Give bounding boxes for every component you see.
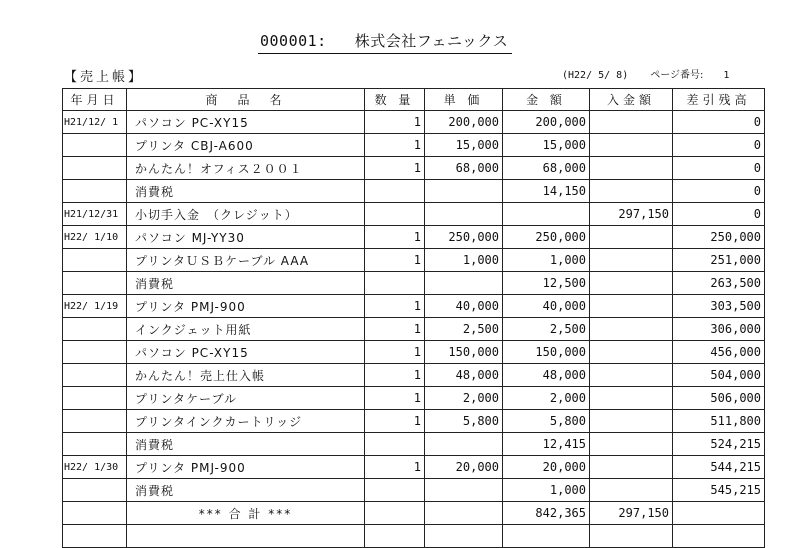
amount-cell: 68,000 <box>503 157 590 180</box>
ledger-label: 【売上帳】 <box>64 70 145 85</box>
item-cell: プリンタＵＳＢケーブル AAA <box>127 249 365 272</box>
empty-cell <box>673 525 765 548</box>
page-number: 1 <box>723 70 730 81</box>
date-cell <box>63 387 127 410</box>
price-cell <box>425 180 503 203</box>
col-amount-header: 金 額 <box>503 89 590 111</box>
table-row <box>63 456 765 479</box>
balance-cell: 0 <box>673 157 765 180</box>
balance-cell: 456,000 <box>673 341 765 364</box>
payment-cell <box>590 295 673 318</box>
date-cell <box>63 410 127 433</box>
empty-cell <box>425 525 503 548</box>
date-cell: H22/ 1/19 <box>63 295 127 318</box>
item-cell: パソコン PC-XY15 <box>127 111 365 134</box>
date-cell <box>63 180 127 203</box>
date-cell <box>63 272 127 295</box>
date-cell <box>63 318 127 341</box>
total-row <box>63 502 765 525</box>
page-number-label: ページ番号: <box>650 70 704 81</box>
item-cell: プリンタ CBJ-A600 <box>127 134 365 157</box>
item-cell: インクジェット用紙 <box>127 318 365 341</box>
balance-cell: 545,215 <box>673 479 765 502</box>
qty-cell: 1 <box>365 111 425 134</box>
qty-cell <box>365 180 425 203</box>
total-payment: 297,150 <box>590 502 673 525</box>
payment-cell <box>590 364 673 387</box>
item-cell: かんたん！オフィス２００１ <box>127 157 365 180</box>
amount-cell: 1,000 <box>503 249 590 272</box>
amount-cell: 20,000 <box>503 456 590 479</box>
balance-cell: 0 <box>673 134 765 157</box>
balance-cell: 506,000 <box>673 387 765 410</box>
table-row <box>63 387 765 410</box>
balance-cell: 263,500 <box>673 272 765 295</box>
price-cell: 40,000 <box>425 295 503 318</box>
price-cell: 1,000 <box>425 249 503 272</box>
amount-cell: 2,000 <box>503 387 590 410</box>
amount-cell: 150,000 <box>503 341 590 364</box>
table-row <box>63 111 765 134</box>
price-cell: 20,000 <box>425 456 503 479</box>
col-date-header: 年月日 <box>63 89 127 111</box>
date-cell: H22/ 1/10 <box>63 226 127 249</box>
empty-cell <box>365 502 425 525</box>
item-cell: かんたん！売上仕入帳 <box>127 364 365 387</box>
price-cell <box>425 433 503 456</box>
date-cell <box>63 364 127 387</box>
date-cell <box>63 249 127 272</box>
date-cell <box>63 134 127 157</box>
amount-cell: 14,150 <box>503 180 590 203</box>
table-row <box>63 157 765 180</box>
total-amount: 842,365 <box>503 502 590 525</box>
report-meta <box>562 66 729 81</box>
col-balance-header: 差引残高 <box>673 89 765 111</box>
empty-cell <box>673 502 765 525</box>
qty-cell <box>365 479 425 502</box>
qty-cell: 1 <box>365 387 425 410</box>
table-row <box>63 364 765 387</box>
customer-code: 000001: <box>260 32 327 50</box>
payment-cell <box>590 157 673 180</box>
price-cell: 15,000 <box>425 134 503 157</box>
empty-cell <box>127 525 365 548</box>
amount-cell: 12,415 <box>503 433 590 456</box>
price-cell: 68,000 <box>425 157 503 180</box>
empty-cell <box>590 525 673 548</box>
qty-cell <box>365 433 425 456</box>
table-row <box>63 433 765 456</box>
balance-cell: 251,000 <box>673 249 765 272</box>
balance-cell: 250,000 <box>673 226 765 249</box>
item-cell: 小切手入金 （クレジット） <box>127 203 365 226</box>
amount-cell: 48,000 <box>503 364 590 387</box>
payment-cell <box>590 134 673 157</box>
table-header-row <box>63 89 765 111</box>
item-cell: 消費税 <box>127 272 365 295</box>
balance-cell: 504,000 <box>673 364 765 387</box>
payment-cell <box>590 433 673 456</box>
price-cell: 250,000 <box>425 226 503 249</box>
price-cell: 5,800 <box>425 410 503 433</box>
price-cell: 150,000 <box>425 341 503 364</box>
table-row <box>63 295 765 318</box>
price-cell: 200,000 <box>425 111 503 134</box>
date-cell: H21/12/31 <box>63 203 127 226</box>
price-cell <box>425 479 503 502</box>
table-row <box>63 479 765 502</box>
amount-cell: 1,000 <box>503 479 590 502</box>
balance-cell: 511,800 <box>673 410 765 433</box>
blank-row <box>63 525 765 548</box>
payment-cell <box>590 249 673 272</box>
balance-cell: 544,215 <box>673 456 765 479</box>
payment-cell: 297,150 <box>590 203 673 226</box>
empty-cell <box>365 525 425 548</box>
payment-cell <box>590 479 673 502</box>
qty-cell: 1 <box>365 249 425 272</box>
empty-cell <box>425 502 503 525</box>
date-cell <box>63 433 127 456</box>
qty-cell: 1 <box>365 295 425 318</box>
col-payment-header: 入金額 <box>590 89 673 111</box>
item-cell: プリンタ PMJ-900 <box>127 295 365 318</box>
date-cell: H22/ 1/30 <box>63 456 127 479</box>
payment-cell <box>590 318 673 341</box>
price-cell <box>425 203 503 226</box>
item-cell: パソコン MJ-YY30 <box>127 226 365 249</box>
table-row <box>63 134 765 157</box>
table-row <box>63 272 765 295</box>
report-title <box>258 30 512 54</box>
payment-cell <box>590 272 673 295</box>
amount-cell: 200,000 <box>503 111 590 134</box>
item-cell: パソコン PC-XY15 <box>127 341 365 364</box>
item-cell: 消費税 <box>127 433 365 456</box>
table-row <box>63 203 765 226</box>
item-cell: 消費税 <box>127 180 365 203</box>
amount-cell: 40,000 <box>503 295 590 318</box>
empty-cell <box>63 502 127 525</box>
amount-cell: 5,800 <box>503 410 590 433</box>
qty-cell: 1 <box>365 157 425 180</box>
table-row <box>63 180 765 203</box>
sales-ledger-table <box>62 88 765 548</box>
payment-cell <box>590 410 673 433</box>
balance-cell: 0 <box>673 180 765 203</box>
table-row <box>63 318 765 341</box>
company-name: 株式会社フェニックス <box>354 32 509 50</box>
item-cell: プリンタ PMJ-900 <box>127 456 365 479</box>
col-price-header: 単 価 <box>425 89 503 111</box>
col-item-header: 商 品 名 <box>127 89 365 111</box>
payment-cell <box>590 226 673 249</box>
qty-cell: 1 <box>365 318 425 341</box>
balance-cell: 0 <box>673 111 765 134</box>
qty-cell <box>365 272 425 295</box>
balance-cell: 524,215 <box>673 433 765 456</box>
empty-cell <box>63 525 127 548</box>
payment-cell <box>590 456 673 479</box>
amount-cell: 2,500 <box>503 318 590 341</box>
qty-cell: 1 <box>365 410 425 433</box>
qty-cell: 1 <box>365 134 425 157</box>
qty-cell: 1 <box>365 341 425 364</box>
date-cell <box>63 341 127 364</box>
amount-cell: 15,000 <box>503 134 590 157</box>
amount-cell <box>503 203 590 226</box>
balance-cell: 306,000 <box>673 318 765 341</box>
balance-cell: 0 <box>673 203 765 226</box>
total-label: *** 合 計 *** <box>127 502 365 525</box>
empty-cell <box>503 525 590 548</box>
qty-cell: 1 <box>365 226 425 249</box>
ledger-body <box>63 111 765 548</box>
item-cell: プリンタインクカートリッジ <box>127 410 365 433</box>
col-qty-header: 数 量 <box>365 89 425 111</box>
table-row <box>63 249 765 272</box>
balance-cell: 303,500 <box>673 295 765 318</box>
payment-cell <box>590 387 673 410</box>
item-cell: プリンタケーブル <box>127 387 365 410</box>
table-row <box>63 410 765 433</box>
item-cell: 消費税 <box>127 479 365 502</box>
price-cell: 2,000 <box>425 387 503 410</box>
payment-cell <box>590 180 673 203</box>
table-row <box>63 226 765 249</box>
print-date: (H22/ 5/ 8) <box>562 70 629 81</box>
amount-cell: 250,000 <box>503 226 590 249</box>
date-cell: H21/12/ 1 <box>63 111 127 134</box>
price-cell: 48,000 <box>425 364 503 387</box>
date-cell <box>63 479 127 502</box>
date-cell <box>63 157 127 180</box>
qty-cell: 1 <box>365 364 425 387</box>
price-cell <box>425 272 503 295</box>
payment-cell <box>590 111 673 134</box>
qty-cell: 1 <box>365 456 425 479</box>
qty-cell <box>365 203 425 226</box>
table-row <box>63 341 765 364</box>
amount-cell: 12,500 <box>503 272 590 295</box>
price-cell: 2,500 <box>425 318 503 341</box>
payment-cell <box>590 341 673 364</box>
